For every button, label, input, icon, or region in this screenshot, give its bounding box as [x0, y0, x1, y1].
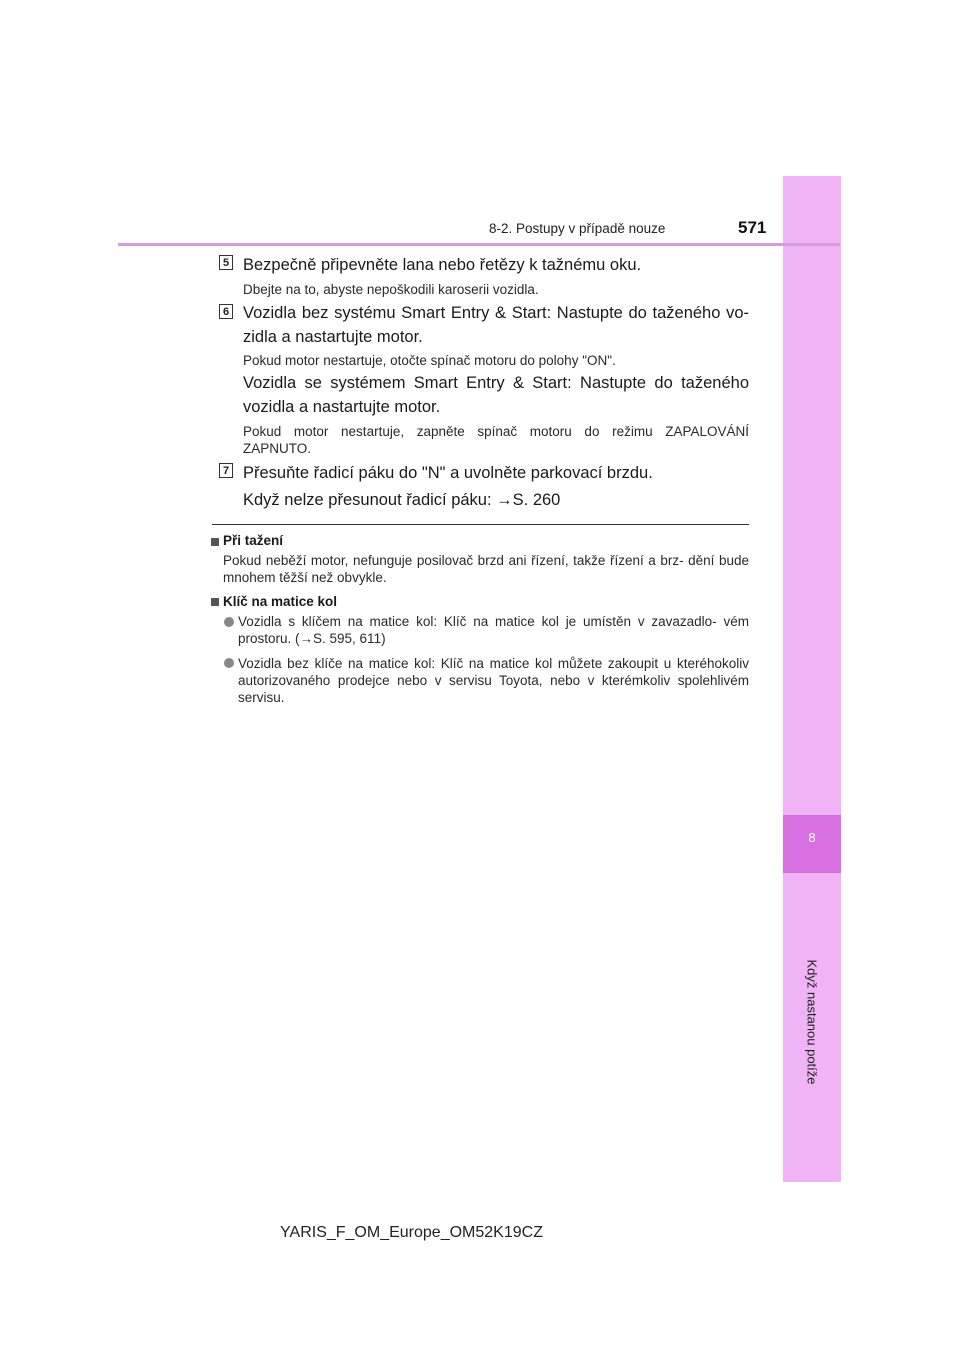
section-title: 8-2. Postupy v případě nouze	[489, 221, 666, 236]
note-title-towing: Při tažení	[223, 533, 284, 548]
note-title-wheel-key: Klíč na matice kol	[223, 594, 338, 609]
document-footer	[0, 1224, 960, 1242]
step-7-text-2: Když nelze přesunout řadicí páku: →S. 260	[243, 491, 561, 509]
step-6-note: Pokud motor nestartuje, otočte spínač motoru do polohy "ON".	[243, 353, 616, 368]
chapter-label: Když nastanou potíže	[804, 959, 820, 1085]
note-square-icon	[211, 598, 219, 606]
note-text-towing: Pokud neběží motor, nefunguje posilovač brzd ani řízení, takže řízení a brz- dění bude mnohem těžší než obvykle.	[223, 553, 749, 585]
step-6-text-2: Vozidla se systémem Smart Entry & Start: Nastupte do taženého vozidla a nastartujte motor.	[243, 374, 749, 416]
step-number-7: 7	[219, 463, 233, 478]
step-5-text: Bezpečně připevněte lana nebo řetězy k tažnému oku.	[243, 256, 642, 274]
chapter-number: 8	[808, 830, 816, 845]
section-divider	[212, 524, 749, 525]
step-6-note-2: Pokud motor nestartuje, zapněte spínač motoru do režimu ZAPALOVÁNÍ ZAPNUTO.	[243, 424, 749, 456]
bullet-dot-icon	[224, 617, 234, 627]
step-6-text: Vozidla bez systému Smart Entry & Start: Nastupte do taženého vo- zidla a nastartujte motor.	[243, 304, 749, 346]
step-number-6: 6	[219, 304, 233, 319]
bullet-dot-icon	[224, 658, 234, 668]
step-7-text: Přesuňte řadicí páku do "N" a uvolněte parkovací brzdu.	[243, 464, 653, 482]
footer-code: YARIS_F_OM_Europe_OM52K19CZ	[280, 1224, 543, 1241]
bullet-text-2: Vozidla bez klíče na matice kol: Klíč na matice kol můžete zakoupit u kteréhokoliv autorizovaného prodejce nebo v servisu Toyota, nebo v kterémkoliv spolehlivém servisu.	[238, 656, 749, 705]
step-5-note: Dbejte na to, abyste nepoškodili karoserii vozidla.	[243, 282, 539, 297]
page-number: 571	[738, 218, 767, 237]
note-square-icon	[211, 538, 219, 546]
bullet-text-1: Vozidla s klíčem na matice kol: Klíč na matice kol je umístěn v zavazadlo- vém prostoru. (→S. 595, 611)	[238, 614, 749, 646]
header-rule	[118, 243, 840, 246]
step-number-5: 5	[219, 255, 233, 270]
